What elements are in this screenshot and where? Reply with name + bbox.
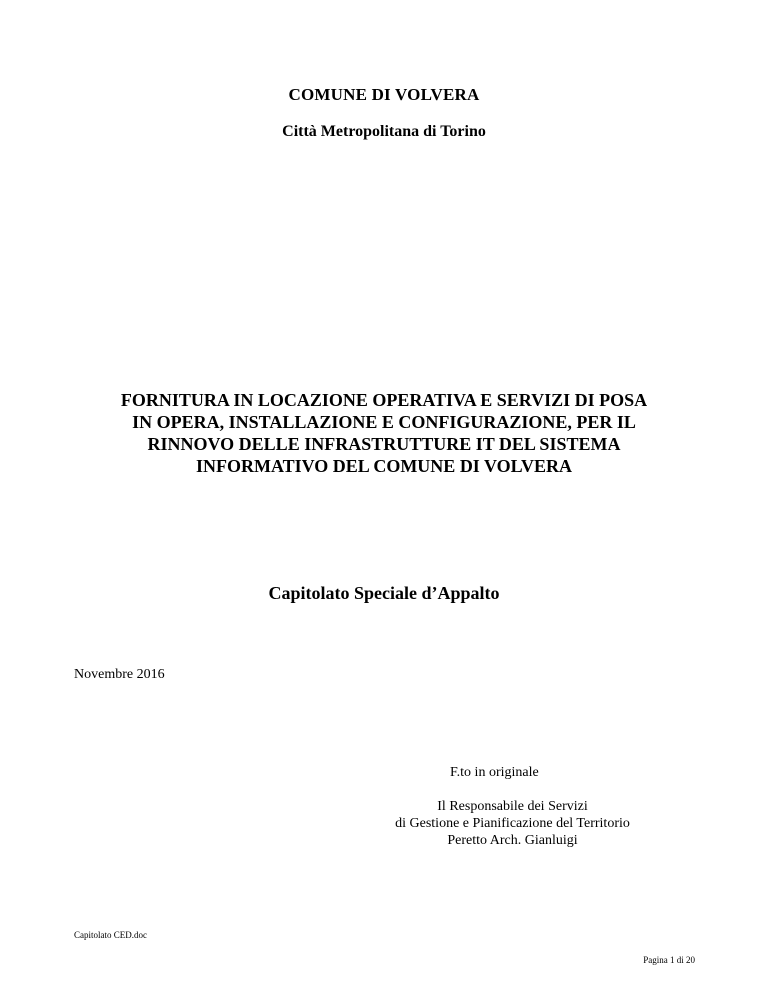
signatory-block (375, 798, 650, 849)
footer-file-name: Capitolato CED.doc (74, 930, 147, 940)
province-name: Città Metropolitana di Torino (282, 123, 486, 140)
title-line: IN OPERA, INSTALLAZIONE E CONFIGURAZIONE, PER IL (132, 412, 636, 432)
title-line: RINNOVO DELLE INFRASTRUTTURE IT DEL SISTEMA (147, 434, 621, 454)
title-line: FORNITURA IN LOCAZIONE OPERATIVA E SERVIZI DI POSA (120, 390, 648, 410)
signature-note: F.to in originale (450, 765, 539, 780)
municipality-name: COMUNE DI VOLVERA (288, 85, 480, 104)
document-title (60, 389, 708, 477)
signatory-line: Peretto Arch. Gianluigi (447, 833, 578, 848)
title-line: INFORMATIVO DEL COMUNE DI VOLVERA (196, 456, 572, 476)
document-date: Novembre 2016 (74, 667, 165, 682)
signatory-line: di Gestione e Pianificazione del Territorio (395, 816, 630, 831)
footer-page-number: Pagina 1 di 20 (643, 955, 695, 965)
signatory-line: Il Responsabile dei Servizi (437, 799, 588, 814)
document-type: Capitolato Speciale d’Appalto (268, 583, 500, 603)
